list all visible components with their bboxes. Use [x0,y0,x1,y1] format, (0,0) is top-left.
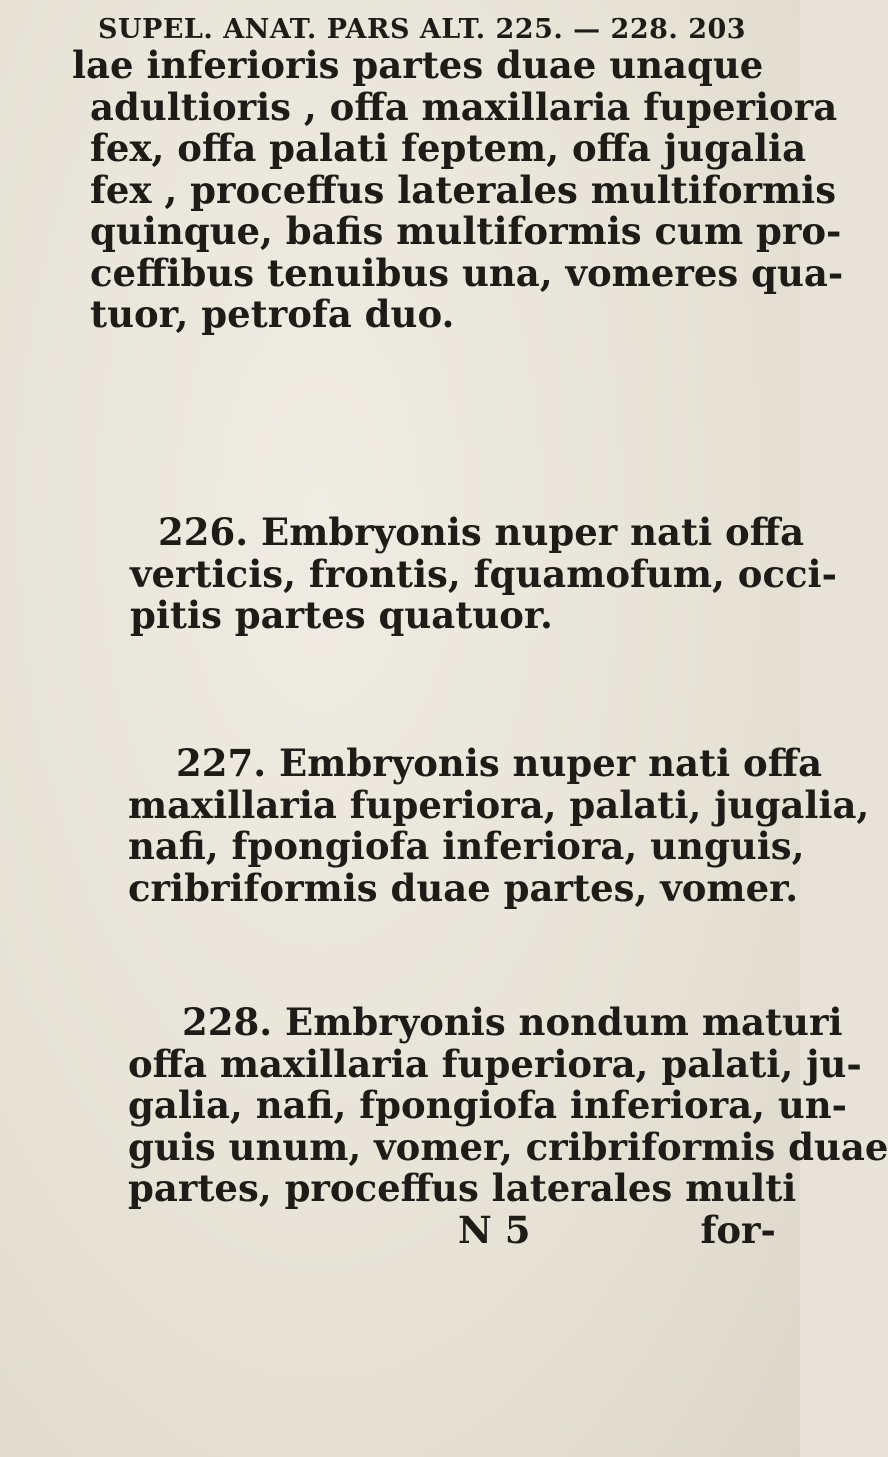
footer-line [38,1207,778,1252]
paragraph-226 [38,510,837,637]
text-line: fex, offa palati feptem, offa jugalia [90,126,807,170]
text-line: lae inferioris partes duae unaque [72,43,764,87]
paragraph-228 [38,1000,888,1252]
text-line: quinque, bafis multiformis cum pro- [90,209,842,253]
running-header: SUPEL. ANAT. PARS ALT. 225. — 228. 203 [98,14,747,45]
text-line: 226. Embryonis nuper nati offa [158,510,805,554]
catchword: for- [700,1207,776,1252]
text-line: 228. Embryonis nondum maturi [182,1000,843,1044]
text-line: partes, proceffus laterales multi [128,1166,797,1210]
text-line: nafi, fpongiofa inferiora, unguis, [128,824,805,868]
text-line: tuor, petrofa duo. [90,292,455,336]
text-line: adultioris , offa maxillaria fuperiora [90,84,838,129]
text-line: guis unum, vomer, cribriformis duae [128,1124,888,1169]
text-line: maxillaria fuperiora, palati, jugalia, [128,782,870,827]
text-line: 227. Embryonis nuper nati offa [176,741,823,785]
text-line: pitis partes quatuor. [130,593,553,637]
text-line: verticis, frontis, fquamofum, occi- [130,551,837,596]
paragraph-227 [38,741,870,910]
text-line: ceffibus tenuibus una, vomeres qua- [90,250,844,295]
text-line: galia, nafi, fpongiofa inferiora, un- [128,1083,848,1127]
paragraph-225-continued [38,43,844,336]
signature-mark: N 5 [458,1207,531,1252]
text-line: cribriformis duae partes, vomer. [128,865,799,910]
text-line: fex , proceffus laterales multiformis [90,167,837,212]
text-line: offa maxillaria fuperiora, palati, ju- [128,1041,862,1086]
